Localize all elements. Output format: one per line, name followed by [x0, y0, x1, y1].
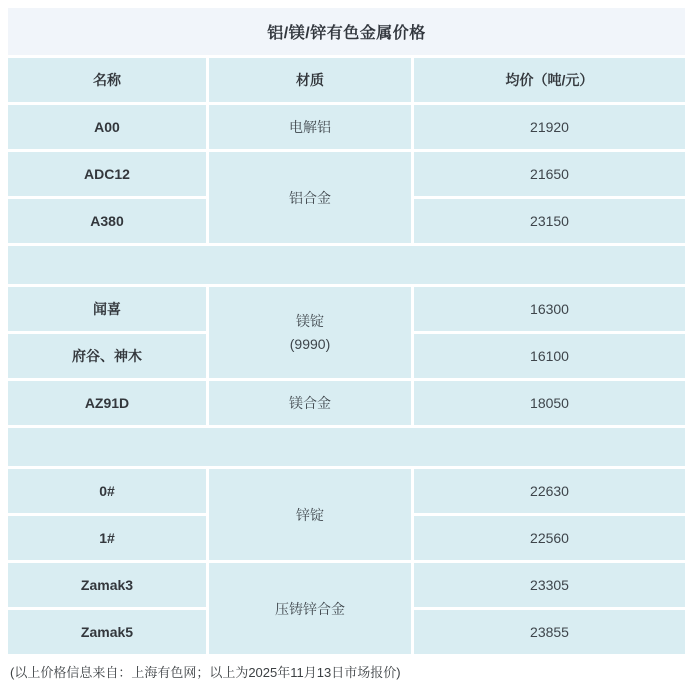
section-separator: [8, 246, 685, 284]
material-cell: 锌锭: [209, 469, 411, 560]
price-cell: 22560: [414, 516, 685, 560]
header-name: 名称: [8, 58, 206, 102]
price-cell: 22630: [414, 469, 685, 513]
name-cell: Zamak3: [8, 563, 206, 607]
section-separator: [8, 428, 685, 466]
name-cell: 府谷、神木: [8, 334, 206, 378]
material-line-2: (9990): [289, 335, 331, 352]
material-cell: 电解铝: [209, 105, 411, 149]
name-cell: A00: [8, 105, 206, 149]
table-title: 铝/镁/锌有色金属价格: [8, 8, 685, 55]
price-cell: 21650: [414, 152, 685, 196]
source-note: (以上价格信息来自：上海有色网；以上为2025年11月13日市场报价): [10, 665, 401, 680]
price-cell: 23855: [414, 610, 685, 654]
material-cell: [209, 287, 411, 378]
material-cell: 镁合金: [209, 381, 411, 425]
name-cell: Zamak5: [8, 610, 206, 654]
price-table: [8, 58, 685, 654]
header-price: 均价（吨/元）: [414, 58, 685, 102]
name-cell: ADC12: [8, 152, 206, 196]
price-cell: 21920: [414, 105, 685, 149]
material-line-1: 镁锭: [296, 313, 324, 330]
name-cell: A380: [8, 199, 206, 243]
price-cell: 18050: [414, 381, 685, 425]
name-cell: AZ91D: [8, 381, 206, 425]
price-cell: 16300: [414, 287, 685, 331]
price-cell: 23305: [414, 563, 685, 607]
name-cell: 1#: [8, 516, 206, 560]
name-cell: 闻喜: [8, 287, 206, 331]
name-cell: 0#: [8, 469, 206, 513]
price-cell: 16100: [414, 334, 685, 378]
material-cell: 铝合金: [209, 152, 411, 243]
price-cell: 23150: [414, 199, 685, 243]
material-cell: 压铸锌合金: [209, 563, 411, 654]
header-material: 材质: [209, 58, 411, 102]
